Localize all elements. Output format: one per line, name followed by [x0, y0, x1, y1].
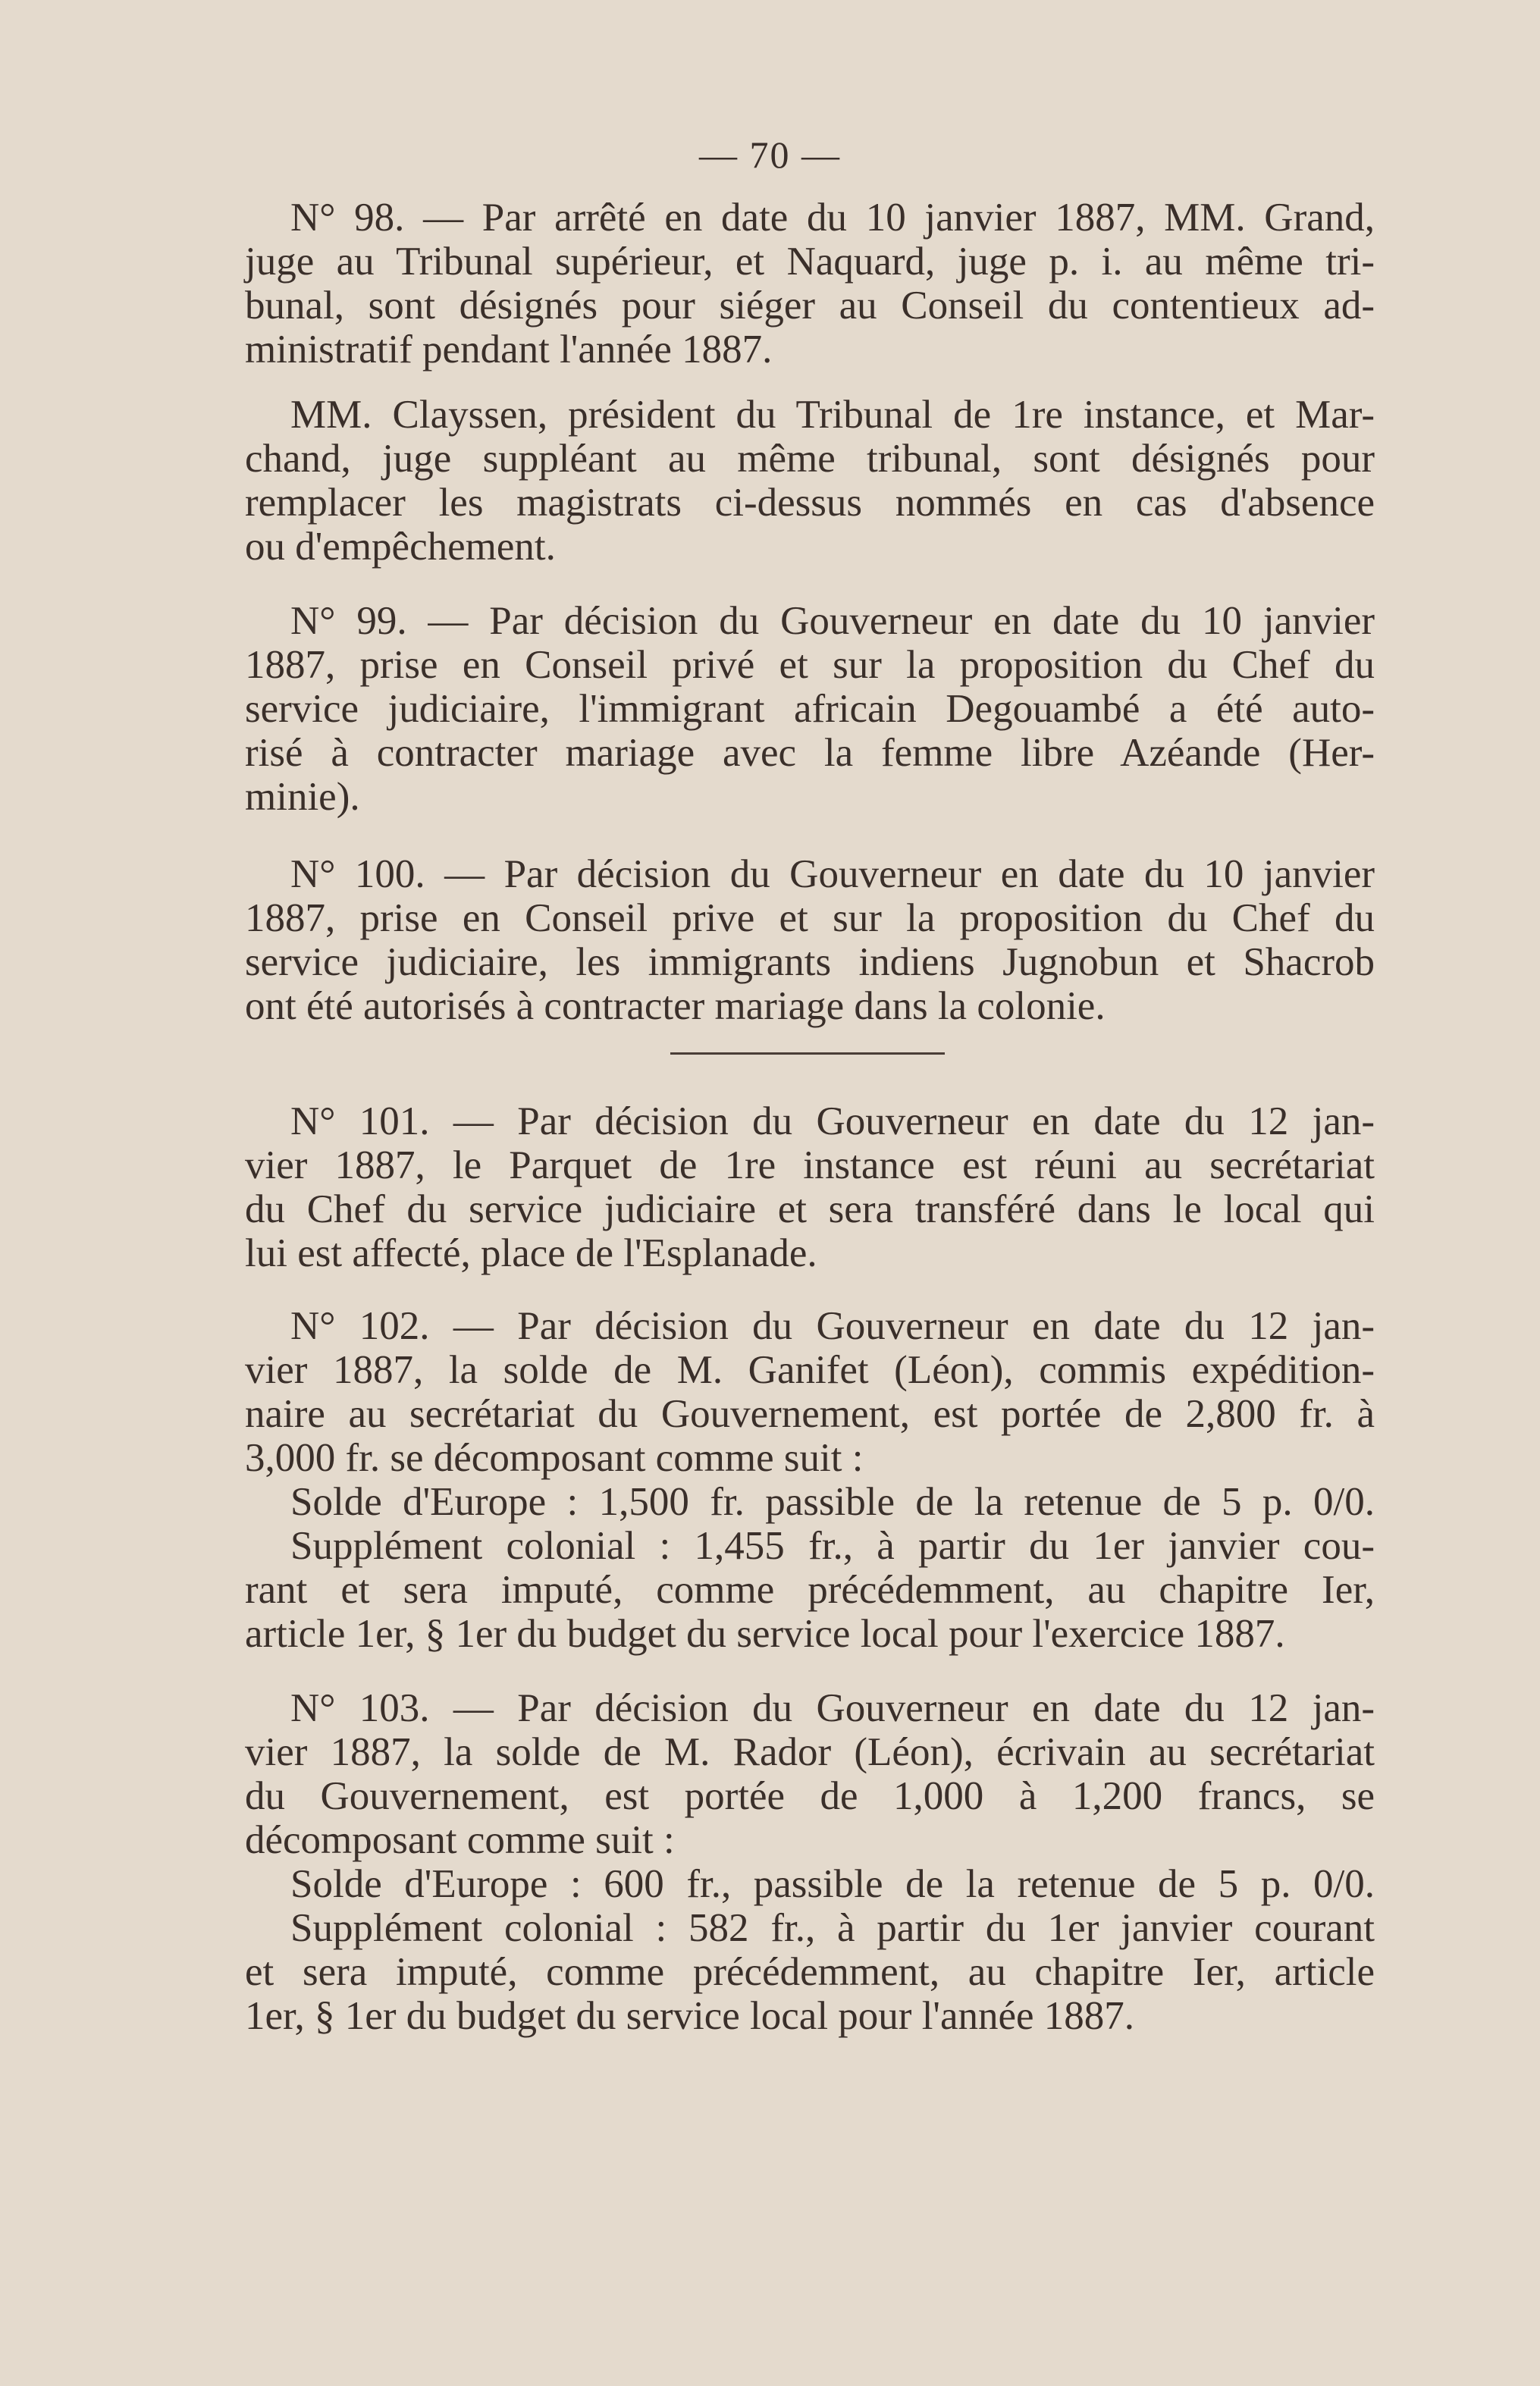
- entry-line: décomposant comme suit :: [245, 1818, 675, 1862]
- entry-line: N° 101. — Par décision du Gouverneur en date du 12 jan-: [290, 1099, 1375, 1143]
- entry-line: N° 103. — Par décision du Gouverneur en date du 12 jan-: [290, 1686, 1375, 1730]
- entry-line: vier 1887, la solde de M. Ganifet (Léon), commis expédition-: [245, 1348, 1375, 1392]
- entry-98: [245, 196, 1375, 372]
- page-number: — 70 —: [699, 133, 841, 176]
- entry-line: risé à contracter mariage avec la femme libre Azéande (Her-: [245, 731, 1375, 775]
- entry-line: minie).: [245, 775, 360, 819]
- entry-99: [245, 599, 1375, 819]
- entry-101: [245, 1099, 1375, 1275]
- entry-line: 3,000 fr. se décomposant comme suit :: [245, 1436, 864, 1480]
- entry-line: 1er, § 1er du budget du service local pour l'année 1887.: [245, 1994, 1135, 2038]
- entry-line: service judiciaire, l'immigrant africain Degouambé a été auto-: [245, 687, 1375, 731]
- entry-line: N° 102. — Par décision du Gouverneur en date du 12 jan-: [290, 1304, 1375, 1348]
- entry-line: juge au Tribunal supérieur, et Naquard, juge p. i. au même tri-: [245, 240, 1375, 284]
- entry-line: 1887, prise en Conseil privé et sur la proposition du Chef du: [245, 643, 1375, 687]
- entry-line: Supplément colonial : 582 fr., à partir du 1er janvier courant: [290, 1906, 1375, 1950]
- entry-100: [245, 852, 1375, 1028]
- entry-line: du Gouvernement, est portée de 1,000 à 1,200 francs, se: [245, 1774, 1375, 1818]
- entry-line: bunal, sont désignés pour siéger au Conseil du contentieux ad-: [245, 284, 1375, 328]
- entry-line: Solde d'Europe : 600 fr., passible de la retenue de 5 p. 0/0.: [290, 1862, 1375, 1906]
- entry-line: ministratif pendant l'année 1887.: [245, 328, 773, 372]
- entry-line: chand, juge suppléant au même tribunal, sont désignés pour: [245, 437, 1375, 481]
- entry-line: lui est affecté, place de l'Esplanade.: [245, 1231, 817, 1275]
- entry-98-continued: [245, 393, 1375, 569]
- entry-line: naire au secrétariat du Gouvernement, est portée de 2,800 fr. à: [245, 1392, 1375, 1436]
- entry-line: ou d'empêchement.: [245, 525, 556, 569]
- entry-line: du Chef du service judiciaire et sera transféré dans le local qui: [245, 1187, 1375, 1231]
- entry-line: service judiciaire, les immigrants indiens Jugnobun et Shacrob: [245, 940, 1375, 984]
- entry-line: Supplément colonial : 1,455 fr., à partir du 1er janvier cou-: [290, 1524, 1375, 1568]
- entry-line: vier 1887, la solde de M. Rador (Léon), écrivain au secrétariat: [245, 1730, 1375, 1774]
- section-divider: [670, 1052, 945, 1055]
- entry-103: [245, 1686, 1375, 2038]
- entry-line: N° 100. — Par décision du Gouverneur en date du 10 janvier: [290, 852, 1375, 896]
- entry-line: rant et sera imputé, comme précédemment, au chapitre Ier,: [245, 1568, 1375, 1612]
- entry-line: Solde d'Europe : 1,500 fr. passible de la retenue de 5 p. 0/0.: [290, 1480, 1375, 1524]
- entry-102: [245, 1304, 1375, 1656]
- entry-line: vier 1887, le Parquet de 1re instance est réuni au secrétariat: [245, 1143, 1375, 1187]
- entry-line: N° 99. — Par décision du Gouverneur en date du 10 janvier: [290, 599, 1375, 643]
- entry-line: N° 98. — Par arrêté en date du 10 janvier 1887, MM. Grand,: [290, 196, 1375, 240]
- entry-line: 1887, prise en Conseil prive et sur la proposition du Chef du: [245, 896, 1375, 940]
- entry-line: et sera imputé, comme précédemment, au chapitre Ier, article: [245, 1950, 1375, 1994]
- entry-line: article 1er, § 1er du budget du service local pour l'exercice 1887.: [245, 1612, 1285, 1656]
- entry-line: remplacer les magistrats ci-dessus nommés en cas d'absence: [245, 481, 1375, 525]
- entry-line: MM. Clayssen, président du Tribunal de 1re instance, et Mar-: [290, 393, 1375, 437]
- entry-line: ont été autorisés à contracter mariage dans la colonie.: [245, 984, 1106, 1028]
